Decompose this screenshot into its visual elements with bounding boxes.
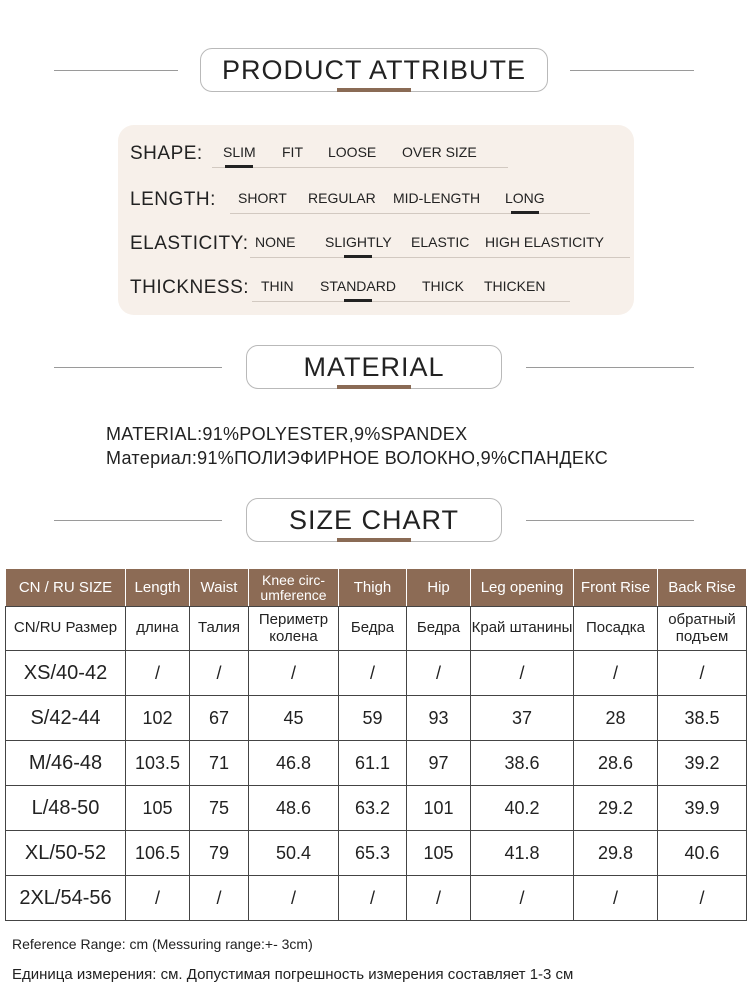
table-cell: 75 (190, 786, 249, 831)
material-en: MATERIAL:91%POLYESTER,9%SPANDEX (106, 424, 468, 444)
option-over-size: OVER SIZE (402, 144, 477, 160)
table-cell: 59 (339, 696, 407, 741)
table-cell: 106.5 (126, 831, 190, 876)
table-cell: 37 (471, 696, 574, 741)
table-cell: 29.8 (574, 831, 658, 876)
attribute-row-elasticity (130, 227, 630, 257)
header-ru-cell: Посадка (574, 607, 658, 651)
header-ru-cell: Бедра (339, 607, 407, 651)
header-row-en (6, 569, 747, 607)
table-cell: / (249, 876, 339, 921)
header-divider-left (54, 70, 178, 71)
attribute-panel (118, 125, 634, 315)
header-ru-cell: Край штанины (471, 607, 574, 651)
title-accent-bar (337, 538, 411, 542)
attribute-underline (252, 301, 570, 302)
header-divider-left (54, 520, 222, 521)
attribute-label: ELASTICITY: (130, 233, 249, 254)
option-high-elasticity: HIGH ELASTICITY (485, 234, 605, 250)
table-cell: 39.9 (658, 786, 747, 831)
table-row (6, 696, 747, 741)
table-cell: 38.5 (658, 696, 747, 741)
section-title (246, 345, 502, 389)
table-row (6, 741, 747, 786)
reference-note-en: Reference Range: cm (Messuring range:+- 3cm) (12, 936, 313, 952)
header-divider-right (570, 70, 694, 71)
table-cell: / (658, 876, 747, 921)
section-title-text: PRODUCT ATTRIBUTE (221, 54, 527, 85)
option-standard: STANDARD (320, 278, 396, 294)
table-cell: / (407, 876, 471, 921)
table-cell: 38.6 (471, 741, 574, 786)
option-slightly: SLIGHTLY (325, 234, 392, 250)
header-divider-right (526, 367, 694, 368)
section-title-text: MATERIAL (303, 351, 445, 382)
header-size: CN / RU SIZE (6, 569, 126, 607)
table-cell: 102 (126, 696, 190, 741)
size-cell: M/46-48 (6, 741, 126, 786)
table-cell: / (126, 876, 190, 921)
table-cell: 101 (407, 786, 471, 831)
reference-note-ru: Единица измерения: см. Допустимая погрешность измерения составляет 1-3 см (12, 966, 574, 983)
header-divider-right (526, 520, 694, 521)
option-thick: THICK (422, 278, 464, 294)
option-regular: REGULAR (308, 190, 376, 206)
option-mid-length: MID-LENGTH (393, 190, 481, 206)
attribute-underline (212, 167, 508, 168)
table-cell: 79 (190, 831, 249, 876)
header-ru-cell: Бедра (407, 607, 471, 651)
title-accent-bar (337, 385, 411, 389)
table-cell: / (249, 651, 339, 696)
table-cell: 105 (407, 831, 471, 876)
attribute-row-shape (130, 137, 620, 167)
table-cell: / (339, 876, 407, 921)
header-ru-cell: CN/RU Размер (6, 607, 126, 651)
header-leg-opening: Leg opening (471, 569, 574, 607)
table-cell: 63.2 (339, 786, 407, 831)
table-cell: 45 (249, 696, 339, 741)
size-cell: S/42-44 (6, 696, 126, 741)
product-attribute-header (0, 46, 750, 96)
option-short: SHORT (238, 190, 287, 206)
header-front-rise: Front Rise (574, 569, 658, 607)
option-long: LONG (505, 190, 545, 206)
option-fit: FIT (282, 144, 303, 160)
attribute-label: SHAPE: (130, 143, 203, 164)
table-cell: 28 (574, 696, 658, 741)
header-row-ru (6, 607, 747, 651)
table-cell: / (658, 651, 747, 696)
table-cell: / (126, 651, 190, 696)
option-thin: THIN (261, 278, 294, 294)
table-cell: 71 (190, 741, 249, 786)
table-cell: 50.4 (249, 831, 339, 876)
table-cell: 103.5 (126, 741, 190, 786)
table-cell: 41.8 (471, 831, 574, 876)
table-cell: 40.6 (658, 831, 747, 876)
title-accent-bar (337, 88, 411, 92)
attribute-row-thickness (130, 271, 620, 301)
table-row (6, 831, 747, 876)
table-cell: 48.6 (249, 786, 339, 831)
option-slim: SLIM (223, 144, 256, 160)
table-cell: / (190, 876, 249, 921)
attribute-label: LENGTH: (130, 189, 216, 210)
size-cell: XS/40-42 (6, 651, 126, 696)
option-thicken: THICKEN (484, 278, 546, 294)
table-cell: / (574, 876, 658, 921)
option-loose: LOOSE (328, 144, 377, 160)
header-thigh: Thigh (339, 569, 407, 607)
table-cell: 97 (407, 741, 471, 786)
selected-marker (511, 211, 539, 214)
size-cell: L/48-50 (6, 786, 126, 831)
header-waist: Waist (190, 569, 249, 607)
table-cell: / (407, 651, 471, 696)
table-cell: / (574, 651, 658, 696)
header-length: Length (126, 569, 190, 607)
header-divider-left (54, 367, 222, 368)
selected-marker (344, 299, 372, 302)
attribute-row-length (130, 183, 620, 213)
table-cell: / (471, 651, 574, 696)
header-ru-cell: обратный подъем (658, 607, 747, 651)
table-cell: 93 (407, 696, 471, 741)
header-ru-cell: Талия (190, 607, 249, 651)
header-hip: Hip (407, 569, 471, 607)
option-none: NONE (255, 234, 296, 250)
selected-marker (225, 165, 253, 168)
material-ru: Материал:91%ПОЛИЭФИРНОЕ ВОЛОКНО,9%СПАНДЕКС (106, 448, 609, 468)
table-cell: 46.8 (249, 741, 339, 786)
size-chart-table (5, 568, 747, 921)
table-cell: / (190, 651, 249, 696)
table-cell: 65.3 (339, 831, 407, 876)
table-row (6, 876, 747, 921)
table-cell: 29.2 (574, 786, 658, 831)
table-cell: 40.2 (471, 786, 574, 831)
table-row (6, 651, 747, 696)
selected-marker (344, 255, 372, 258)
table-cell: 61.1 (339, 741, 407, 786)
table-cell: 39.2 (658, 741, 747, 786)
attribute-label: THICKNESS: (130, 277, 250, 298)
size-chart-header (0, 496, 750, 546)
section-title-text: SIZE CHART (288, 504, 460, 535)
table-row (6, 786, 747, 831)
header-ru-cell: Периметр колена (249, 607, 339, 651)
option-elastic: ELASTIC (411, 234, 470, 250)
table-cell: / (471, 876, 574, 921)
table-cell: 105 (126, 786, 190, 831)
header-ru-cell: длина (126, 607, 190, 651)
attribute-underline (250, 257, 630, 258)
material-header (0, 343, 750, 393)
table-cell: 67 (190, 696, 249, 741)
table-cell: / (339, 651, 407, 696)
header-back-rise: Back Rise (658, 569, 747, 607)
section-title (200, 48, 548, 92)
header-knee: Knee circ-umference (249, 569, 339, 607)
size-cell: XL/50-52 (6, 831, 126, 876)
section-title (246, 498, 502, 542)
size-cell: 2XL/54-56 (6, 876, 126, 921)
table-cell: 28.6 (574, 741, 658, 786)
